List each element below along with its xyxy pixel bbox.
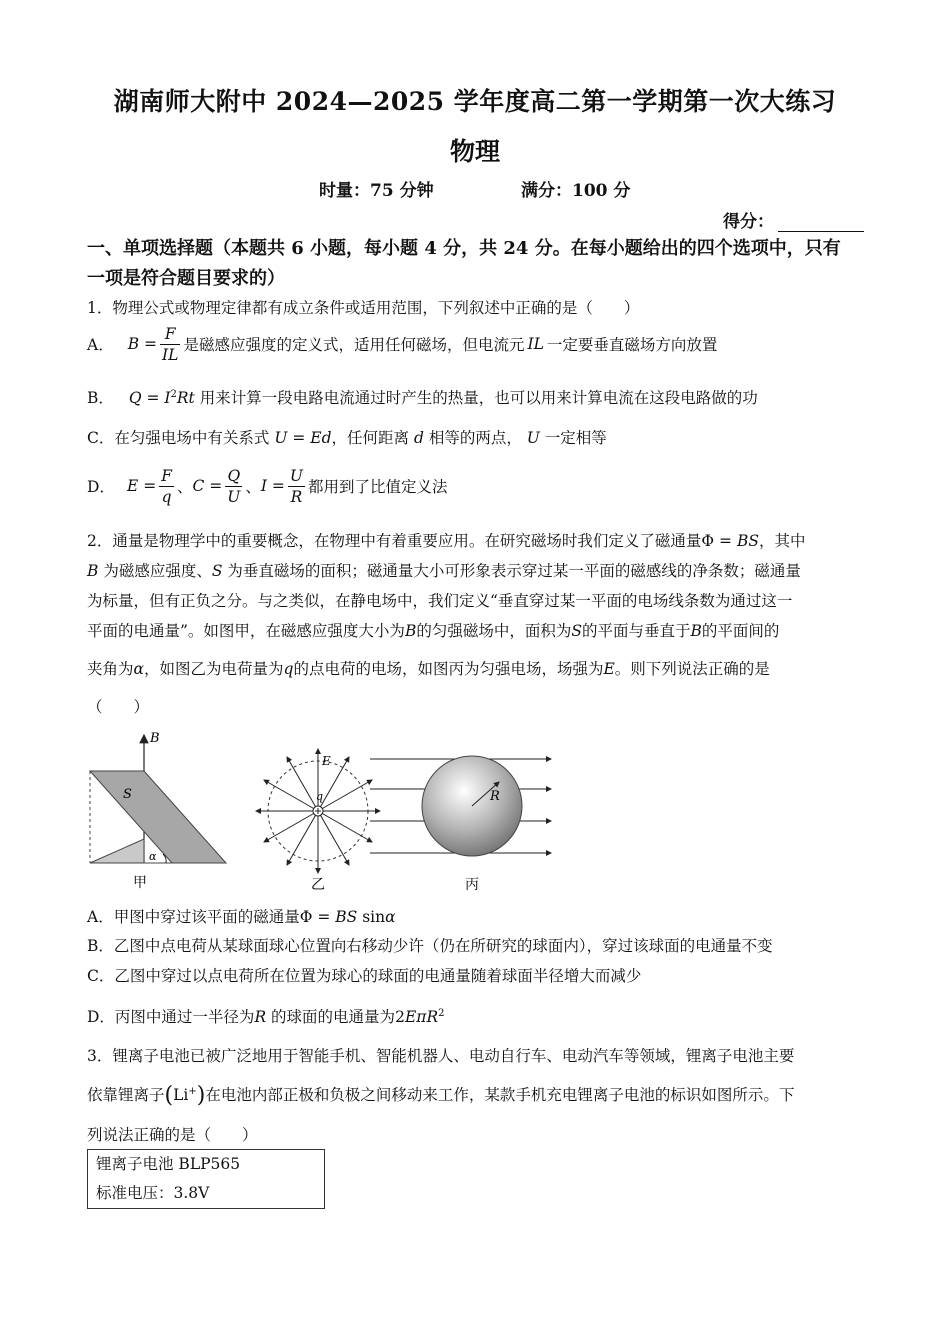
q1-option-b: B． $Q = I^2Rt$ 用来计算一段电路电流通过时产生的热量，也可以用来计算电流在这段电路做的功 — [87, 388, 758, 407]
fig-label-B: B — [150, 731, 160, 746]
q1-d-text: 都用到了比值定义法 — [307, 478, 448, 496]
q1-c-text3: 相等的两点， — [428, 429, 522, 447]
q1-d-prefix: D． — [87, 478, 115, 496]
q1-option-d: D． E = $\frac{F}{q}$ 、 C = $\frac{Q}{U}$ 、 I = $\frac{U}{R}$ 都用到了比值定义法 — [87, 466, 448, 506]
time-limit: 时量：75 分钟 — [319, 181, 434, 201]
battery-label-box — [87, 1149, 325, 1209]
q2-option-a: A．甲图中穿过该平面的磁通量Φ = BS sinα — [87, 908, 396, 926]
score-field — [723, 207, 864, 232]
caption-jia: 甲 — [133, 875, 147, 891]
fig-label-S: S — [123, 787, 132, 802]
q2-line5: 夹角为α，如图乙为电荷量为q的点电荷的电场，如图丙为匀强电场，场强为E。则下列说法正确的是 — [87, 660, 770, 678]
q1-b-text: 用来计算一段电路电流通过时产生的热量，也可以用来计算电流在这段电路做的功 — [199, 389, 758, 407]
q2-line3: 为标量，但有正负之分。与之类似，在静电场中，我们定义“垂直穿过某一平面的电场线条数为通过这一 — [87, 592, 793, 610]
q1-option-a: A． B = $\frac{F}{IL}$ 是磁感应强度的定义式，适用任何磁场，但电流元 IL 一定要垂直磁场方向放置 — [87, 324, 718, 364]
subject-title: 物理 — [449, 137, 500, 166]
fig-label-R: R — [490, 789, 500, 804]
score-blank — [778, 215, 864, 232]
figure-yi — [256, 749, 380, 893]
fig-label-alpha: α — [149, 850, 157, 863]
caption-bing: 丙 — [465, 877, 479, 893]
q3-line2: 依靠锂离子(Li+)在电池内部正极和负极之间移动来工作，某款手机充电锂离子电池的标识如图所示。下 — [87, 1083, 795, 1108]
q1-a-text: 是磁感应强度的定义式，适用任何磁场，但电流元 — [183, 336, 525, 354]
q1-c-prefix: C． — [87, 429, 115, 447]
q2-option-d: D．丙图中通过一半径为R 的球面的电通量为2EπR$^2$ — [87, 1007, 445, 1026]
section-heading: 一、单项选择题（本题共 6 小题，每小题 4 分，共 24 分。在每小题给出的四个选项中，只有一项是符合题目要求的） — [87, 238, 841, 289]
battery-voltage: 标准电压：3.8V — [96, 1184, 210, 1202]
q1-a-formula: $\frac{F}{IL}$ — [162, 324, 179, 364]
q2-option-b: B．乙图中点电荷从某球面球心位置向右移动少许（仍在所研究的球面内），穿过该球面的电通量不变 — [87, 937, 773, 955]
caption-yi: 乙 — [311, 877, 325, 893]
q1-a-prefix: A． — [87, 336, 114, 354]
q3-line1: 3．锂离子电池已被广泛地用于智能手机、智能机器人、电动自行车、电动汽车等领域，锂离子电池主要 — [87, 1047, 795, 1065]
q1-c-text4: 一定相等 — [544, 429, 607, 447]
fig-label-E: E — [322, 754, 331, 768]
q2-figure — [87, 727, 557, 895]
q1-b-prefix: B． — [87, 389, 114, 407]
q3-line3: 列说法正确的是（ ） — [87, 1126, 258, 1144]
figure-bing — [370, 756, 551, 893]
q1-stem: 1．物理公式或物理定律都有成立条件或适用范围，下列叙述中正确的是（ ） — [87, 299, 640, 317]
score-label: 得分： — [723, 212, 774, 232]
battery-model: 锂离子电池 BLP565 — [96, 1155, 241, 1173]
q2-line2: B 为磁感应强度、S 为垂直磁场的面积；磁通量大小可形象表示穿过某一平面的磁感线的净条数；磁通量 — [87, 562, 801, 580]
q1-c-text2: ，任何距离 — [331, 429, 410, 447]
q2-line1: 2．通量是物理学中的重要概念，在物理中有着重要应用。在研究磁场时我们定义了磁通量Φ = BS，其中 — [87, 532, 806, 550]
q1-c-text1: 在匀强电场中有关系式 — [114, 429, 270, 447]
q2-line4: 平面的电通量”。如图甲，在磁感应强度大小为B的匀强磁场中，面积为S的平面与垂直于B的平面间的 — [87, 622, 780, 640]
q1-a-text2: 一定要垂直磁场方向放置 — [546, 336, 718, 354]
q2-stem — [87, 526, 860, 722]
q2-line6: （ ） — [87, 698, 150, 716]
fig-label-q: q — [316, 790, 324, 803]
full-score: 满分：100 分 — [521, 181, 631, 201]
exam-title: 湖南师大附中 2024—2025 学年度高二第一学期第一次大练习 — [113, 87, 837, 116]
q2-option-c: C．乙图中穿过以点电荷所在位置为球心的球面的电通量随着球面半径增大而减少 — [87, 967, 642, 985]
q1-option-c: C．在匀强电场中有关系式 U = Ed，任何距离 d 相等的两点， U 一定相等 — [87, 429, 607, 447]
figure-jia — [90, 731, 226, 891]
